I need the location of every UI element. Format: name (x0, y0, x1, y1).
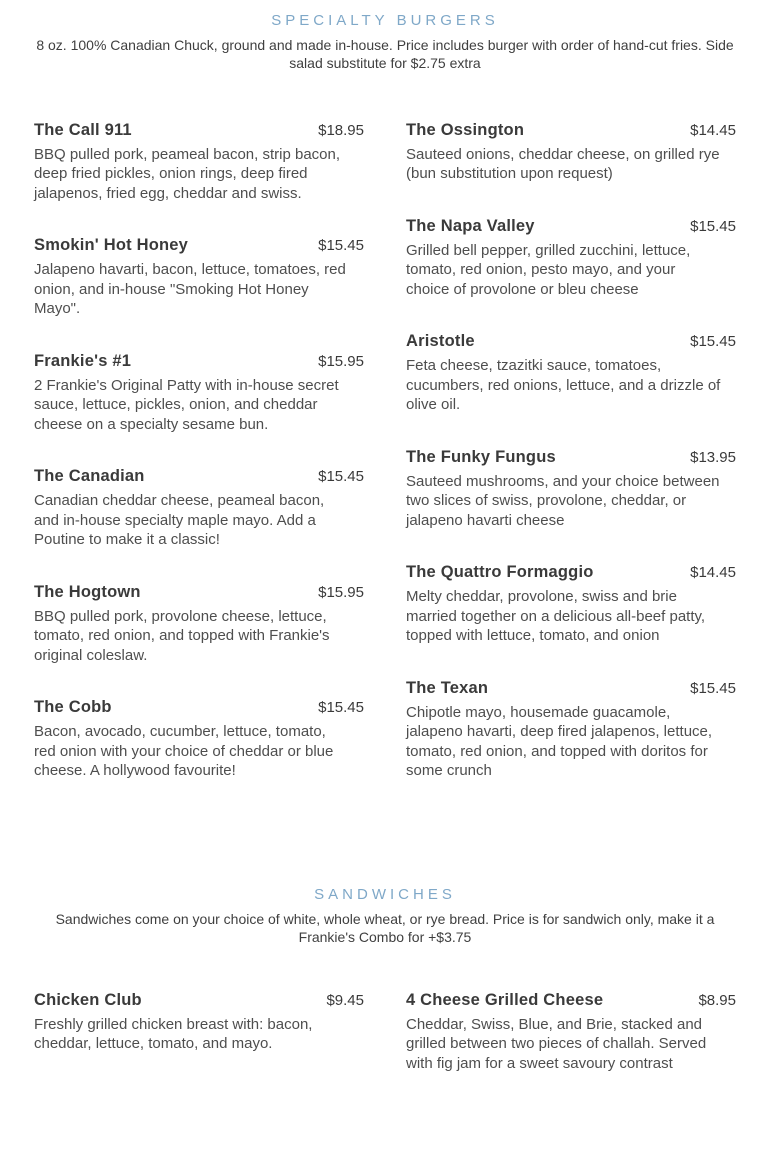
menu-item-price: $15.45 (318, 699, 364, 717)
menu-item (406, 217, 736, 300)
menu-item-description: Sauteed onions, cheddar cheese, on grilled rye (bun substitution upon request) (406, 145, 720, 183)
menu-item-description: 2 Frankie's Original Patty with in-house secret sauce, lettuce, pickles, onion, and cheddar cheese on a specialty sesame bun. (34, 376, 339, 433)
menu-item (34, 121, 364, 204)
menu-column-right (406, 991, 736, 1107)
menu-item-header (406, 563, 736, 582)
menu-item-price: $14.45 (690, 564, 736, 582)
menu-item (406, 991, 736, 1074)
section-sandwiches (0, 814, 770, 1106)
menu-item (34, 236, 364, 319)
menu-item-header (406, 679, 736, 698)
menu-item (34, 467, 364, 550)
section-title: SANDWICHES (314, 885, 456, 903)
section-subtitle: 8 oz. 100% Canadian Chuck, ground and made in-house. Price includes burger with order of hand-cut fries. Side salad substitute for $2.75 extra (36, 37, 734, 72)
menu-item-name: The Call 911 (34, 120, 132, 139)
menu-column-left (34, 991, 364, 1107)
menu-item-description: Sauteed mushrooms, and your choice between two slices of swiss, provolone, cheddar, or jalapeno havarti cheese (406, 472, 720, 529)
menu-item-description: BBQ pulled pork, peameal bacon, strip bacon, deep fried pickles, onion rings, deep fired jalapenos, fried egg, cheddar and swiss. (34, 145, 341, 202)
menu-column-left (34, 121, 364, 814)
menu-item-description: Freshly grilled chicken breast with: bacon, cheddar, lettuce, tomato, and mayo. (34, 1015, 313, 1053)
menu-item (406, 448, 736, 531)
menu-item-name: The Cobb (34, 698, 112, 717)
menu-item-name: Aristotle (406, 332, 475, 351)
menu-grid (0, 991, 770, 1107)
menu-item-price: $15.45 (318, 237, 364, 255)
menu-item (34, 991, 364, 1054)
section-specialty-burgers (0, 12, 770, 814)
menu-item-header (406, 991, 736, 1010)
menu-item-description: Grilled bell pepper, grilled zucchini, lettuce, tomato, red onion, pesto mayo, and your choice of provolone or bleu cheese (406, 241, 691, 298)
menu-item-name: The Canadian (34, 467, 145, 486)
menu-item-price: $15.45 (690, 333, 736, 351)
menu-item (406, 679, 736, 781)
menu-item (34, 352, 364, 435)
menu-item-price: $15.45 (318, 468, 364, 486)
menu-grid (0, 121, 770, 814)
menu-item-price: $18.95 (318, 121, 364, 139)
menu-item-header (406, 332, 736, 351)
menu-item-price: $8.95 (698, 991, 736, 1009)
menu-item-header (406, 448, 736, 467)
menu-item-name: The Hogtown (34, 582, 141, 601)
menu-item (406, 121, 736, 184)
menu-item-header (34, 352, 364, 371)
menu-item-price: $9.45 (326, 991, 364, 1009)
menu-item (34, 698, 364, 781)
menu-column-right (406, 121, 736, 814)
menu-item-description: Jalapeno havarti, bacon, lettuce, tomatoes, red onion, and in-house "Smoking Hot Honey Mayo". (34, 261, 346, 318)
menu-item-name: The Quattro Formaggio (406, 563, 594, 582)
menu-item-header (34, 583, 364, 602)
menu-item-description: BBQ pulled pork, provolone cheese, lettuce, tomato, red onion, and topped with Frankie's original coleslaw. (34, 607, 330, 664)
menu-item-price: $15.45 (690, 217, 736, 235)
menu-item-description: Canadian cheddar cheese, peameal bacon, and in-house specialty maple mayo. Add a Poutine to make it a classic! (34, 492, 325, 549)
menu-item-description: Bacon, avocado, cucumber, lettuce, tomato, red onion with your choice of cheddar or blue cheese. A hollywood favourite! (34, 723, 334, 780)
menu-item-header (406, 217, 736, 236)
menu-item-name: The Napa Valley (406, 216, 535, 235)
section-title: SPECIALTY BURGERS (271, 12, 499, 29)
menu-item-name: The Funky Fungus (406, 447, 556, 466)
menu-item-price: $15.95 (318, 352, 364, 370)
menu-item (406, 563, 736, 646)
menu-item-price: $14.45 (690, 121, 736, 139)
menu-item-description: Chipotle mayo, housemade guacamole, jalapeno havarti, deep fired jalapenos, lettuce, tomato, red onion, and topped with doritos for some crunch (406, 703, 713, 780)
menu-item-name: The Texan (406, 678, 489, 697)
menu-item-header (34, 236, 364, 255)
menu-item-description: Feta cheese, tzazitki sauce, tomatoes, cucumbers, red onions, lettuce, and a drizzle of olive oil. (406, 357, 721, 414)
menu-item-price: $15.45 (690, 679, 736, 697)
menu-item (406, 332, 736, 415)
menu-item-name: Chicken Club (34, 990, 142, 1009)
menu-item (34, 583, 364, 666)
menu-item-name: Frankie's #1 (34, 351, 132, 370)
menu-item-header (34, 698, 364, 717)
menu-item-description: Cheddar, Swiss, Blue, and Brie, stacked and grilled between two pieces of challah. Served with fig jam for a sweet savoury contrast (406, 1015, 707, 1072)
menu-item-price: $13.95 (690, 448, 736, 466)
menu-item-header (406, 121, 736, 140)
menu-item-name: Smokin' Hot Honey (34, 236, 189, 255)
section-subtitle: Sandwiches come on your choice of white, whole wheat, or rye bread. Price is for sandwich only, make it a Frankie's Combo for +$3.75 (55, 910, 715, 946)
menu-item-header (34, 467, 364, 486)
menu-item-description: Melty cheddar, provolone, swiss and brie married together on a delicious all-beef patty, topped with lettuce, tomato, and onion (406, 588, 706, 645)
menu-item-header (34, 121, 364, 140)
menu-item-price: $15.95 (318, 583, 364, 601)
menu-item-name: The Ossington (406, 120, 525, 139)
menu-item-header (34, 991, 364, 1010)
menu-item-name: 4 Cheese Grilled Cheese (406, 990, 604, 1009)
